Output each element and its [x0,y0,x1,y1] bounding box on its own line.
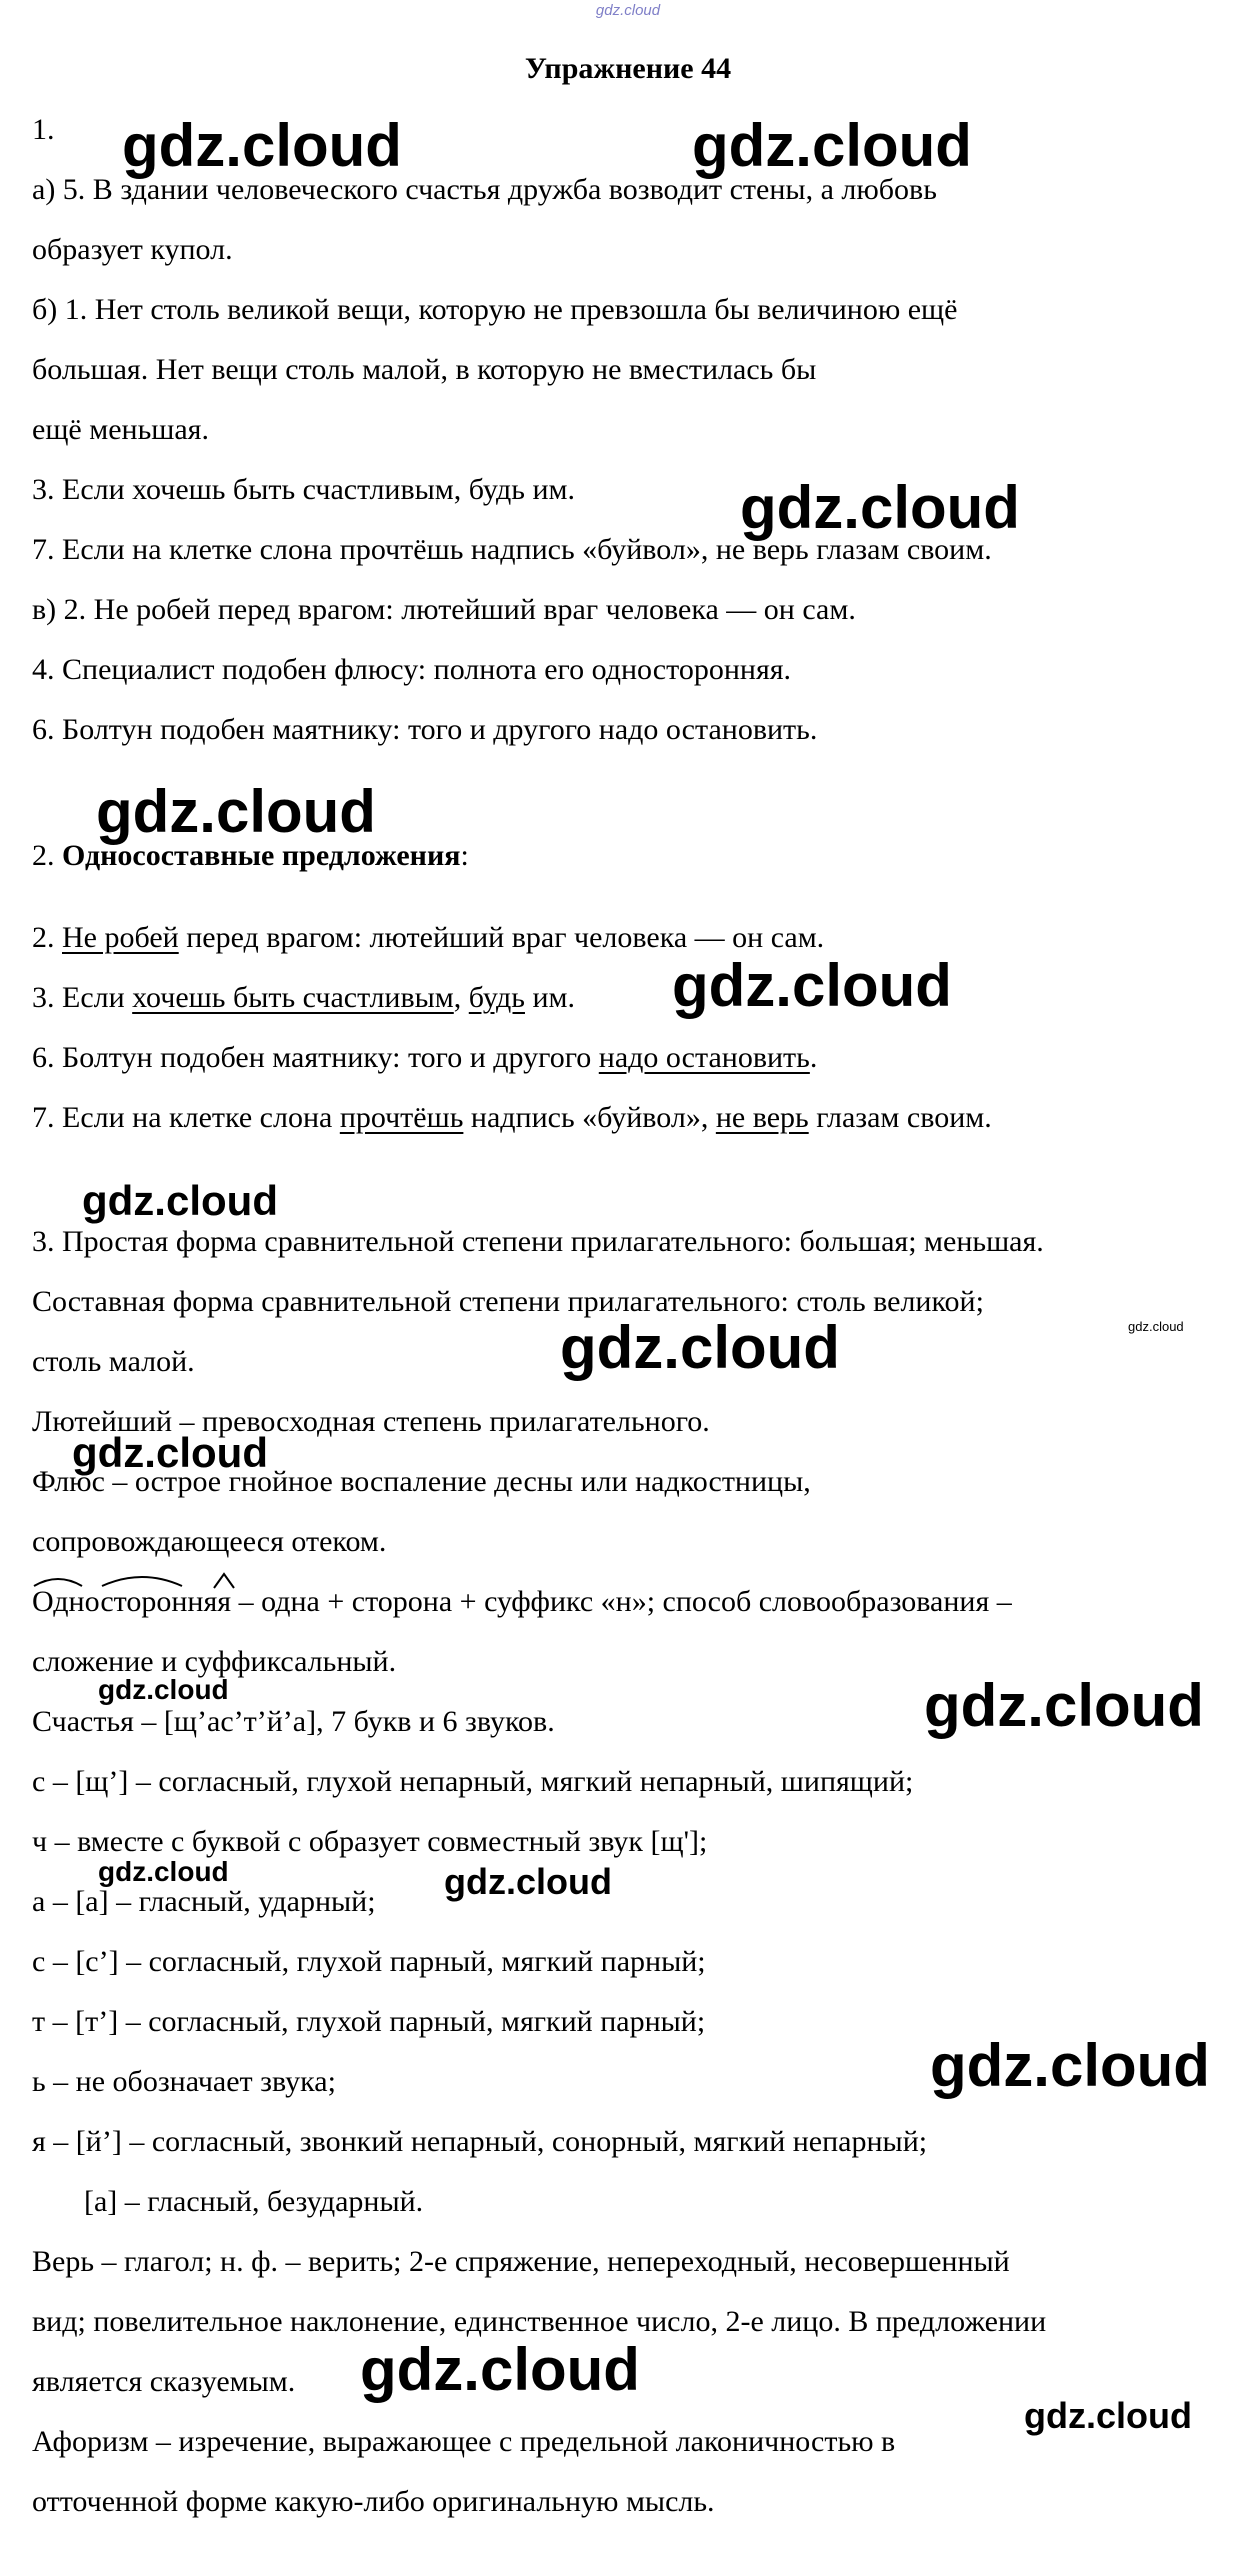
section1-a-line1: а) 5. В здании человеческого счастья дружба возводит стены, а любовь [32,173,937,206]
sentence-text: – одна + сторона + суффикс «н»; способ словообразования – [231,1585,1012,1618]
underlined-predicate: хочешь быть счастливым [132,981,454,1014]
watermark: gdz.cloud [122,112,402,179]
watermark: gdz.cloud [96,778,376,845]
underlined-predicate: прочтёшь [339,1101,464,1134]
section2-sentence-2 [32,920,824,956]
underlined-predicate: не верь [715,1101,809,1134]
section3-line7 [32,1584,1012,1620]
watermark: gdz.cloud [740,474,1020,541]
section2-sentence-6 [32,1040,817,1076]
watermark: gdz.cloud [98,1856,229,1887]
sentence-text: . [809,1041,818,1074]
section3-line18: Верь – глагол; н. ф. – верить; 2-е спряжение, непереходный, несовершенный [32,2245,1010,2278]
section1-b3: 3. Если хочешь быть счастливым, будь им. [32,473,575,506]
sentence-text: перед врагом: лютейший враг человека — он сам. [178,921,825,954]
sentence-number: 2. [32,921,62,954]
section3-line8: сложение и суффиксальный. [32,1645,397,1678]
morphemic-word [32,1584,231,1620]
section1-v6: 6. Болтун подобен маятнику: того и другого надо остановить. [32,713,818,746]
section3-line14: т – [т’] – согласный, глухой парный, мягкий парный; [32,2005,706,2038]
watermark: gdz.cloud [72,1429,268,1476]
watermark: gdz.cloud [98,1674,229,1705]
watermark: gdz.cloud [930,2032,1210,2099]
section3-line16: я – [й’] – согласный, звонкий непарный, сонорный, мягкий непарный; [32,2125,928,2158]
site-mark: gdz.cloud [595,2,661,19]
section3-line9: Счастья – [щ’ас’т’й’а], 7 букв и 6 звуков. [32,1705,555,1738]
section2-colon: : [460,839,469,872]
watermark: gdz.cloud [560,1314,840,1381]
watermark: gdz.cloud [444,1861,612,1902]
morpheme-marks-icon [32,1570,242,1590]
watermark: gdz.cloud [1128,1319,1184,1334]
sentence-text: 7. Если на клетке слона [32,1101,340,1134]
section1-v4: 4. Специалист подобен флюсу: полнота его односторонняя. [32,653,792,686]
underlined-predicate: Не робей [62,921,179,954]
section3-line20: является сказуемым. [32,2365,296,2398]
sentence-text: им. [524,981,576,1014]
sentence-text: 3. Если [32,981,133,1014]
watermark: gdz.cloud [672,952,952,1019]
underlined-predicate: будь [468,981,525,1014]
section3-line21: Афоризм – изречение, выражающее с предельной лаконичностью в [32,2425,896,2458]
section1-number: 1. [32,113,55,146]
morphemic-word-text: Односторонняя [32,1585,232,1618]
watermark: gdz.cloud [82,1177,278,1224]
sentence-text: 6. Болтун подобен маятнику: того и другого [32,1041,599,1074]
section3-line19: вид; повелительное наклонение, единственное число, 2-е лицо. В предложении [32,2305,1047,2338]
section3-line11: ч – вместе с буквой с образует совместный звук [щ']; [32,1825,708,1858]
section1-v2: в) 2. Не робей перед врагом: лютейший враг человека — он сам. [32,593,856,626]
section3-line13: с – [с’] – согласный, глухой парный, мягкий парный; [32,1945,706,1978]
section3-line5: Флюс – острое гнойное воспаление десны или надкостницы, [32,1465,811,1498]
section2-sentence-3 [32,980,575,1016]
section1-b-line2: большая. Нет вещи столь малой, в которую не вместилась бы [32,353,817,386]
section1-b-line1: б) 1. Нет столь великой вещи, которую не превзошла бы величиною ещё [32,293,958,326]
section2-heading: Односоставные предложения [62,839,461,872]
sentence-text: надпись «буйвол», [463,1101,716,1134]
section3-line12: а – [а] – гласный, ударный; [32,1885,376,1918]
section3-line4: Лютейший – превосходная степень прилагательного. [32,1405,710,1438]
section3-line1: 3. Простая форма сравнительной степени прилагательного: большая; меньшая. [32,1225,1044,1258]
section3-line3: столь малой. [32,1345,195,1378]
section3-line6: сопровождающееся отеком. [32,1525,387,1558]
section2-sentence-7 [32,1100,992,1136]
watermark: gdz.cloud [1024,2395,1192,2436]
section1-a-line2: образует купол. [32,233,233,266]
section3-line15: ь – не обозначает звука; [32,2065,336,2098]
section3-line2: Составная форма сравнительной степени прилагательного: столь великой; [32,1285,984,1318]
watermark: gdz.cloud [924,1672,1204,1739]
watermark: gdz.cloud [692,112,972,179]
section1-b-line3: ещё меньшая. [32,413,209,446]
watermark: gdz.cloud [360,2336,640,2403]
underlined-predicate: надо остановить [598,1041,810,1074]
page-title: Упражнение 44 [524,52,732,85]
section3-line22: отточенной форме какую-либо оригинальную мысль. [32,2485,715,2518]
section3-line17: [а] – гласный, безударный. [84,2185,424,2218]
section3-line10: с – [щ’] – согласный, глухой непарный, мягкий непарный, шипящий; [32,1765,914,1798]
section1-b7: 7. Если на клетке слона прочтёшь надпись «буйвол», не верь глазам своим. [32,533,992,566]
sentence-text: глазам своим. [808,1101,992,1134]
sentence-text: , [453,981,469,1014]
section2-prefix: 2. [32,839,62,872]
